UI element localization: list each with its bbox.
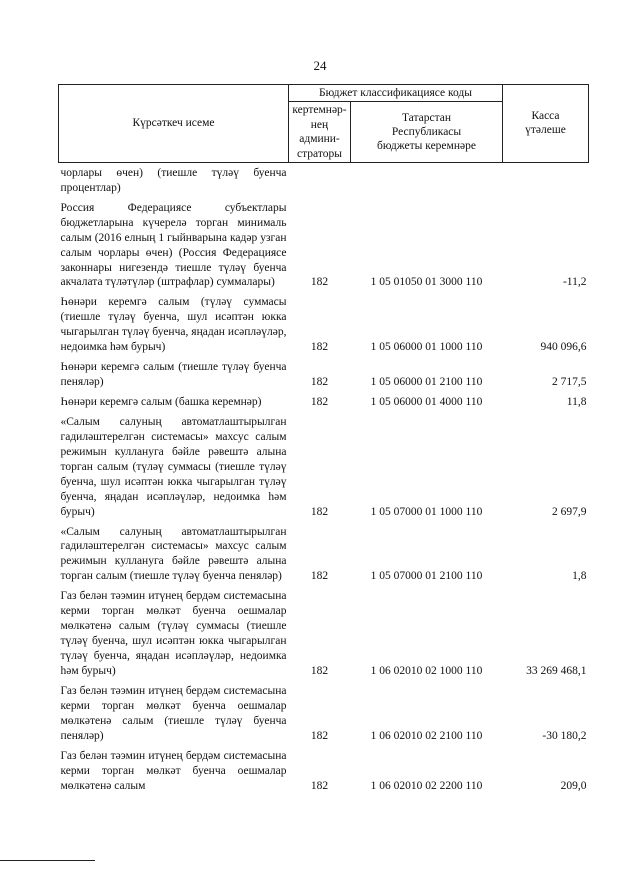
row-code: 1 06 02010 02 2100 110 <box>370 729 483 742</box>
row-admin <box>289 162 351 197</box>
row-admin: 182 <box>310 341 329 354</box>
row-name: «Салым салуның автоматлаштырылган гадиләштерелгән системасы» махсус салым режимын куллануга бәйле рәвештә алына торган салым (тиешле түләү буенча пеняләр) <box>60 525 287 583</box>
table-row <box>59 162 589 197</box>
row-amount: 209,0 <box>560 779 587 792</box>
header-cash-execution: Касса үтәлеше <box>503 85 589 163</box>
row-name: Россия Федерациясе субъектлары бюджетларына күчерелә торган минималь салым (2016 елның 1 гыйнварына кадәр узган салым чорлары өчен) (Россия Федерациясе законнары нигезендә тиешле түләү буенча акчалата түләтүләр (штрафлар) суммалары) <box>60 201 287 289</box>
row-amount: 11,8 <box>566 396 587 408</box>
header-revenue-code: Татарстан Республикасы бюджеты керемнәре <box>351 102 503 163</box>
table-row <box>59 292 589 357</box>
header-budget-code-group: Бюджет классификациясе коды <box>289 85 503 102</box>
page-number: 24 <box>313 58 327 73</box>
row-code: 1 06 02010 02 1000 110 <box>370 664 483 677</box>
row-amount: 33 269 468,1 <box>526 664 587 677</box>
header-admin: кертемнәр- нең админи- страторы <box>289 102 351 163</box>
row-admin: 182 <box>310 779 329 792</box>
table-row <box>59 681 589 746</box>
header-indicator-name: Күрсәткеч исеме <box>59 85 289 163</box>
row-name: Газ белән тәэмин итүнең бердәм системасына керми торган мөлкәт буенча оешмалар мөлкәтенә салым (түләү суммасы (тиешле түләү буенча, шул исәптән юкка чыгарылган түләү буенча, яңадан исәпләүләр, недоимка һәм бурыч) <box>60 590 287 677</box>
row-admin: 182 <box>310 729 329 742</box>
row-code: 1 05 01050 01 3000 110 <box>370 276 483 289</box>
row-admin: 182 <box>310 664 329 677</box>
row-code: 1 05 07000 01 1000 110 <box>370 505 483 518</box>
row-amount: 940 096,6 <box>540 341 587 354</box>
row-code: 1 05 06000 01 1000 110 <box>370 341 483 354</box>
row-admin: 182 <box>310 276 329 289</box>
row-amount: 2 697,9 <box>552 505 587 518</box>
table-row <box>59 392 589 412</box>
row-admin: 182 <box>310 570 329 583</box>
budget-table <box>58 84 589 795</box>
row-name: Һөнәри керемгә салым (башка керемнәр) <box>60 396 262 408</box>
row-admin: 182 <box>310 505 329 518</box>
row-code: 1 05 06000 01 2100 110 <box>370 376 483 389</box>
row-code <box>351 162 503 197</box>
row-amount: -30 180,2 <box>542 729 587 742</box>
row-name: Газ белән тәэмин итүнең бердәм системасына керми торган мөлкәт буенча оешмалар мөлкәтенә салым <box>60 749 287 792</box>
table-body <box>59 162 589 795</box>
row-amount: -11,2 <box>562 276 587 289</box>
table-header <box>59 85 589 163</box>
row-name: Газ белән тәэмин итүнең бердәм системасына керми торган мөлкәт буенча оешмалар мөлкәтенә салым (тиешле түләү буенча пеняләр) <box>60 684 287 742</box>
footnote-divider <box>0 860 95 861</box>
row-name: Һөнәри керемгә салым (түләү суммасы (тиешле түләү буенча, шул исәптән юкка чыгарылган түләү буенча, яңадан исәпләүләр, недоимка һәм бурыч) <box>60 296 287 354</box>
row-name: Һөнәри керемгә салым (тиешле түләү буенча пеняләр) <box>60 361 287 389</box>
row-name: чорлары өчен) (тиешле түләү буенча процентлар) <box>60 166 287 194</box>
table-row <box>59 198 589 293</box>
table-row <box>59 746 589 796</box>
row-amount: 2 717,5 <box>552 376 587 389</box>
table-row <box>59 412 589 522</box>
table-row <box>59 522 589 587</box>
row-code: 1 06 02010 02 2200 110 <box>370 779 483 792</box>
row-admin: 182 <box>310 376 329 389</box>
row-amount: 1,8 <box>572 570 587 583</box>
row-code: 1 05 07000 01 2100 110 <box>370 570 483 583</box>
row-admin: 182 <box>310 396 329 408</box>
row-name: «Салым салуның автоматлаштырылган гадиләштерелгән системасы» махсус салым режимын куллануга бәйле рәвештә алына торган салым (түләү суммасы (тиешле түләү буенча, шул исәптән юкка чыгарылган түләү буенча, яңадан исәпләүләр, недоимка һәм бурыч) <box>60 415 287 518</box>
row-code: 1 05 06000 01 4000 110 <box>370 396 483 408</box>
table-row <box>59 357 589 392</box>
row-amount <box>503 162 589 197</box>
table-row <box>59 586 589 681</box>
